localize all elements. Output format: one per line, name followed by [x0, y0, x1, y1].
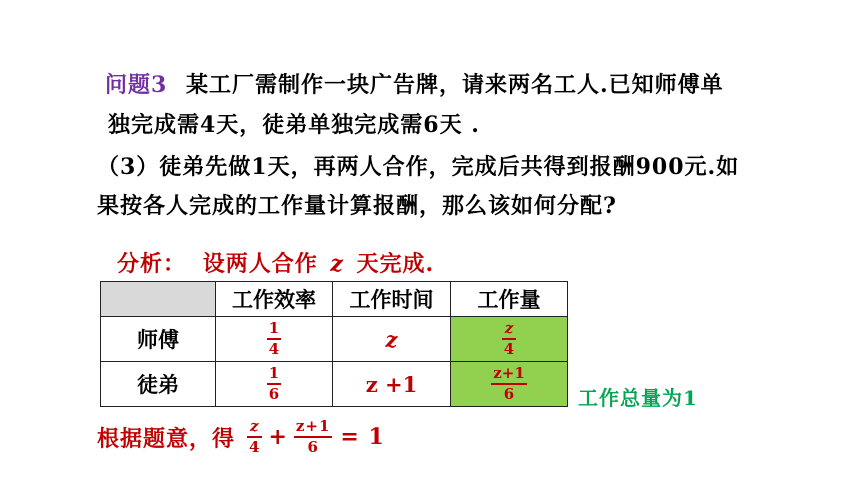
- analysis-text-post: 天完成.: [356, 251, 435, 277]
- work-master-den: 4: [503, 339, 515, 358]
- problem-line-4: 果按各人完成的工作量计算报酬，那么该如何分配?: [97, 193, 617, 219]
- rate-apprentice-num: 1: [268, 364, 280, 382]
- equation-line: [97, 418, 385, 456]
- equation-prefix: 根据题意，得: [97, 425, 236, 452]
- analysis-label: 分析：: [117, 251, 187, 277]
- equation-f2-den: 6: [307, 437, 319, 456]
- rate-master-num: 1: [268, 319, 280, 337]
- rate-master-cell: [216, 317, 333, 362]
- equation-f1-den: 4: [249, 437, 261, 456]
- table-header-corner: [101, 282, 216, 317]
- analysis-text-pre: 设两人合作: [202, 251, 318, 277]
- work-master-fraction: [502, 320, 516, 358]
- rate-master-fraction: [267, 320, 281, 358]
- equation-plus: +: [268, 424, 288, 450]
- problem-line-3: （3）徒弟先做1天，再两人合作，完成后共得到报酬900元.如: [97, 154, 740, 180]
- work-apprentice-fraction: [491, 365, 527, 403]
- total-work-note: 工作总量为1: [578, 386, 698, 410]
- rate-master-den: 4: [268, 339, 280, 358]
- table-row: [101, 362, 568, 407]
- problem-line-1: [105, 68, 724, 99]
- work-master-num: z: [504, 319, 514, 337]
- table-header-row: [101, 282, 568, 317]
- table-header-rate: 工作效率: [216, 282, 333, 317]
- equation-f2-num: z+1: [295, 417, 331, 435]
- problem-line-2: 独完成需4天，徒弟单独完成需6天 .: [108, 112, 480, 138]
- rate-apprentice-den: 6: [268, 384, 280, 403]
- time-master: z: [333, 317, 451, 362]
- work-apprentice-cell: [451, 362, 568, 407]
- problem-label: 问题3: [105, 72, 168, 98]
- work-apprentice-num: z+1: [493, 364, 525, 382]
- analysis-line: [117, 247, 434, 278]
- work-table: [100, 281, 568, 407]
- equation-fraction-1: [247, 418, 262, 456]
- analysis-var: z: [330, 251, 344, 277]
- row-name-master: 师傅: [101, 317, 216, 362]
- work-apprentice-den: 6: [503, 384, 515, 403]
- rate-apprentice-fraction: [267, 365, 281, 403]
- equation-rhs: = 1: [340, 424, 385, 450]
- equation-f1-num: z: [249, 417, 260, 435]
- problem-text-1: 某工厂需制作一块广告牌，请来两名工人.已知师傅单: [185, 72, 724, 98]
- table-row: [101, 317, 568, 362]
- row-name-apprentice: 徒弟: [101, 362, 216, 407]
- table-header-time: 工作时间: [333, 282, 451, 317]
- equation-fraction-2: [294, 418, 333, 456]
- work-master-cell: [451, 317, 568, 362]
- rate-apprentice-cell: [216, 362, 333, 407]
- time-apprentice: z +1: [333, 362, 451, 407]
- table-header-work: 工作量: [451, 282, 568, 317]
